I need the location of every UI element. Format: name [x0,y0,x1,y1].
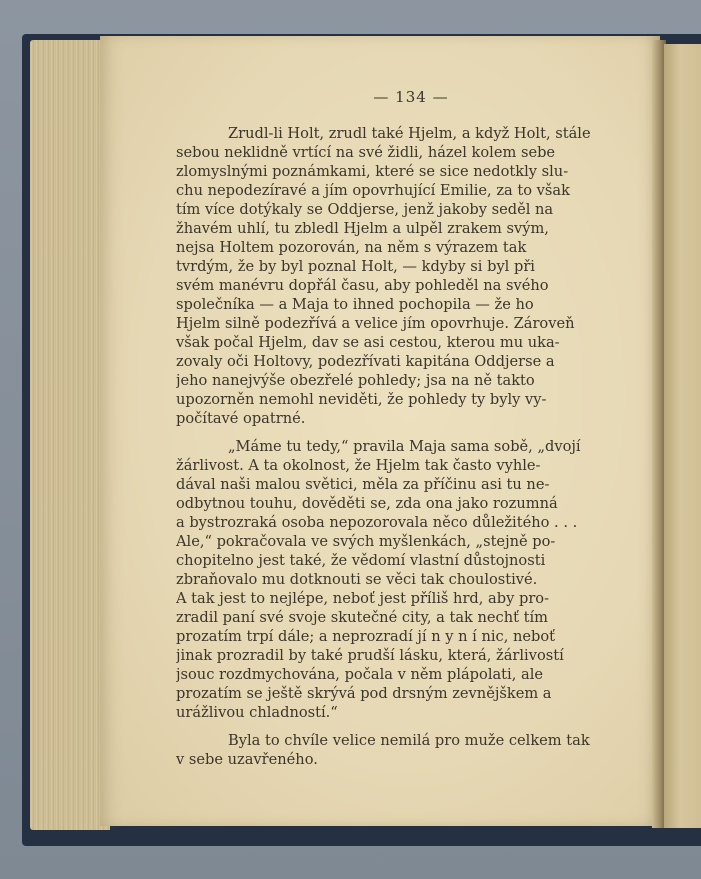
text-line: zovaly oči Holtovy, podezřívati kapitána Oddjerse a [176,353,555,370]
text-line: Ale,“ pokračovala ve svých myšlenkách, „stejně po- [176,533,556,550]
text-line: upozorněn nemohl neviděti, že pohledy ty byly vy- [176,391,547,408]
page-edges [30,40,110,830]
paragraph-1 [176,124,616,428]
next-page-edge [664,44,701,828]
text-line: zbraňovalo mu dotknouti se věci tak choulostivé. [176,571,538,588]
text-line: dával naši malou světici, měla za příčinu asi tu ne- [176,476,550,493]
text-line: jeho nanejvýše obezřelé pohledy; jsa na ně takto [176,372,535,389]
text-line: v sebe uzavřeného. [176,751,318,768]
text-line: „Máme tu tedy,“ pravila Maja sama sobě, „dvojí [228,438,581,455]
text-line: A tak jest to nejlépe, neboť jest příliš hrd, aby pro- [176,590,550,607]
text-line: prozatím trpí dále; a neprozradí jí n y n í nic, neboť [176,628,556,645]
text-line: počítavé opatrné. [176,410,306,427]
text-line: však počal Hjelm, dav se asi cestou, kterou mu uka- [176,334,560,351]
text-line: a bystrozraká osoba nepozorovala něco důležitého . . . [176,514,578,531]
text-line: zradil paní své svoje skutečné city, a tak nechť tím [176,609,548,626]
text-line: prozatím se ještě skrývá pod drsným zevnějškem a [176,685,552,702]
text-line: odbytnou touhu, dověděti se, zda ona jako rozumná [176,495,558,512]
text-line: tím více dotýkaly se Oddjerse, jenž jakoby seděl na [176,201,554,218]
text-line: chopitelno jest také, že vědomí vlastní důstojnosti [176,552,546,569]
text-line: tvrdým, že by byl poznal Holt, — kdyby si byl při [176,258,535,275]
text-line: urážlivou chladností.“ [176,704,338,721]
text-line: Zrudl-li Holt, zrudl také Hjelm, a když Holt, stále [228,125,591,142]
text-line: sebou neklidně vrtící na své židli, házel kolem sebe [176,144,556,161]
text-line: žhavém uhlí, tu zbledl Hjelm a ulpěl zrakem svým, [176,220,549,237]
page-number: — 134 — [373,88,449,106]
text-line: jinak prozradil by také prudší lásku, která, žárlivostí [176,647,564,664]
text-line: žárlivost. A ta okolnost, že Hjelm tak často vyhle- [176,457,541,474]
text-line: zlomyslnými poznámkami, které se sice nedotkly slu- [176,163,569,180]
text-line: Hjelm silně podezřívá a velice jím opovrhuje. Zároveň [176,315,575,332]
paragraph-3 [176,731,616,769]
text-line: společníka — a Maja to ihned pochopila — že ho [176,296,534,313]
paragraph-2 [176,437,616,722]
page-text [176,88,616,769]
text-line: nejsa Holtem pozorován, na něm s výrazem tak [176,239,527,256]
text-line: chu nepodezíravé a jím opovrhující Emilie, za to však [176,182,570,199]
text-line: svém manévru dopřál času, aby pohleděl na svého [176,277,549,294]
text-line: Byla to chvíle velice nemilá pro muže celkem tak [228,732,590,749]
text-line: jsouc rozdmychována, počala v něm plápolati, ale [176,666,543,683]
